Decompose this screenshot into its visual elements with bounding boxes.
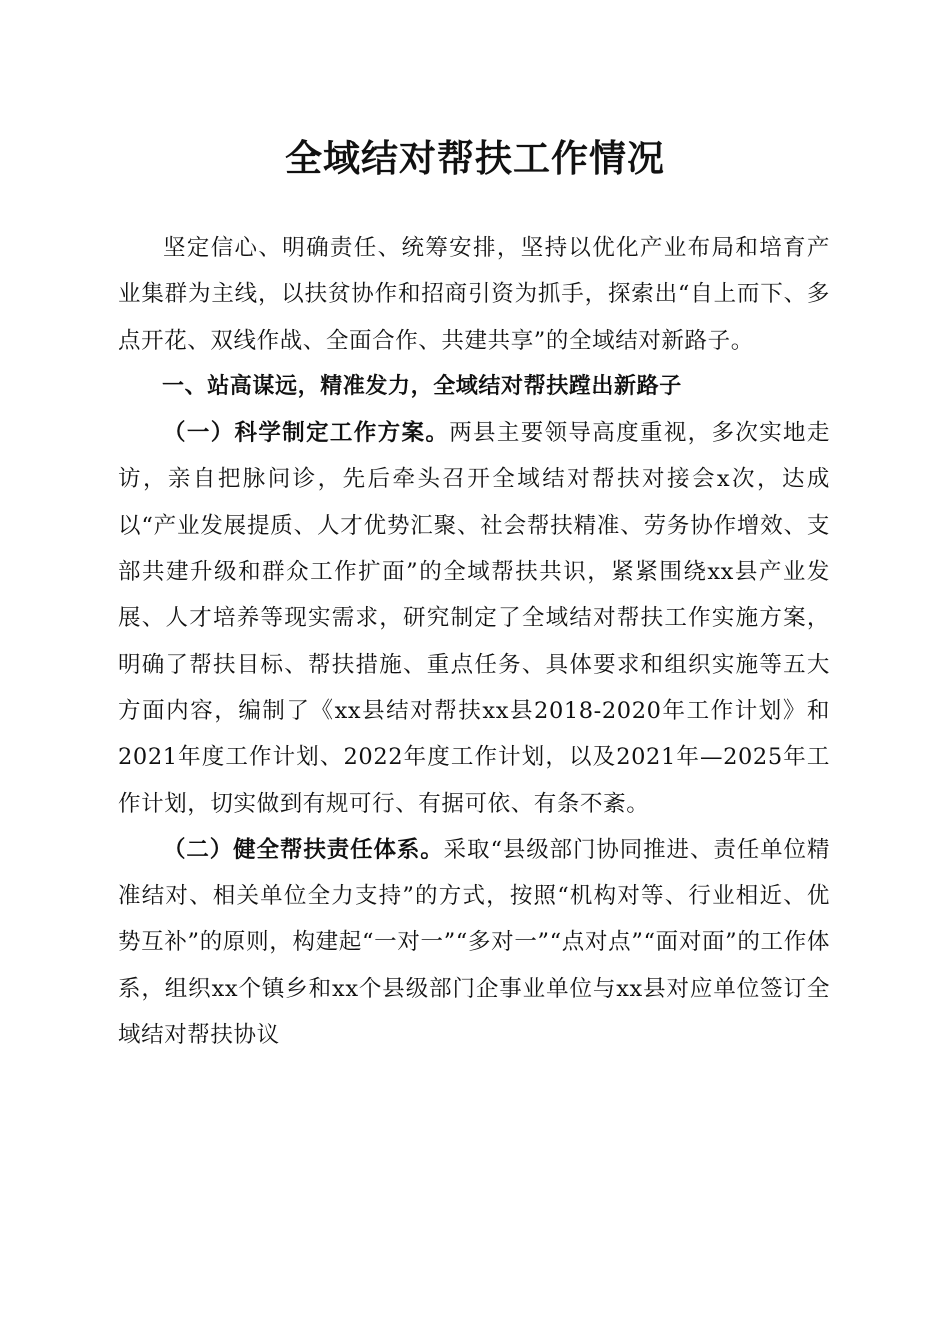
subsection-text-2: 采取“县级部门协同推进、责任单位精准结对、相关单位全力支持”的方式，按照“机构对等、行业相近、优势互补”的原则，构建起“一对一”“多对一”“点对点”“面对面”的工作体系，组织xx个镇乡和xx个县级部门企事业单位与xx县对应单位签订全域结对帮扶协议 [118, 836, 830, 1049]
subsection-text-1: 两县主要领导高度重视，多次实地走访，亲自把脉问诊，先后牵头召开全域结对帮扶对接会x次，达成以“产业发展提质、人才优势汇聚、社会帮扶精准、劳务协作增效、支部共建升级和群众工作扩面”的全域帮扶共识，紧紧围绕xx县产业发展、人才培养等现实需求，研究制定了全域结对帮扶工作实施方案，明确了帮扶目标、帮扶措施、重点任务、具体要求和组织实施等五大方面内容，编制了《xx县结对帮扶xx县2018-2020年工作计划》和2021年度工作计划、2022年度工作计划，以及2021年—2025年工作计划，切实做到有规可行、有据可依、有条不紊。 [118, 420, 831, 817]
intro-paragraph: 坚定信心、明确责任、统筹安排，坚持以优化产业布局和培育产业集群为主线，以扶贫协作和招商引资为抓手，探索出“自上而下、多点开花、双线作战、全面合作、共建共享”的全域结对新路子。 [118, 235, 830, 354]
document-title: 全域结对帮扶工作情况 [285, 136, 665, 180]
subsection-lead-2: （二）健全帮扶责任体系。 [163, 836, 444, 863]
subsection-paragraph-2 [118, 827, 830, 1058]
document-body [118, 225, 830, 1058]
subsection-lead-1: （一）科学制定工作方案。 [163, 420, 450, 447]
section-heading: 一、站高谋远，精准发力，全域结对帮扶蹚出新路子 [162, 373, 682, 399]
subsection-paragraph-1 [118, 410, 830, 827]
